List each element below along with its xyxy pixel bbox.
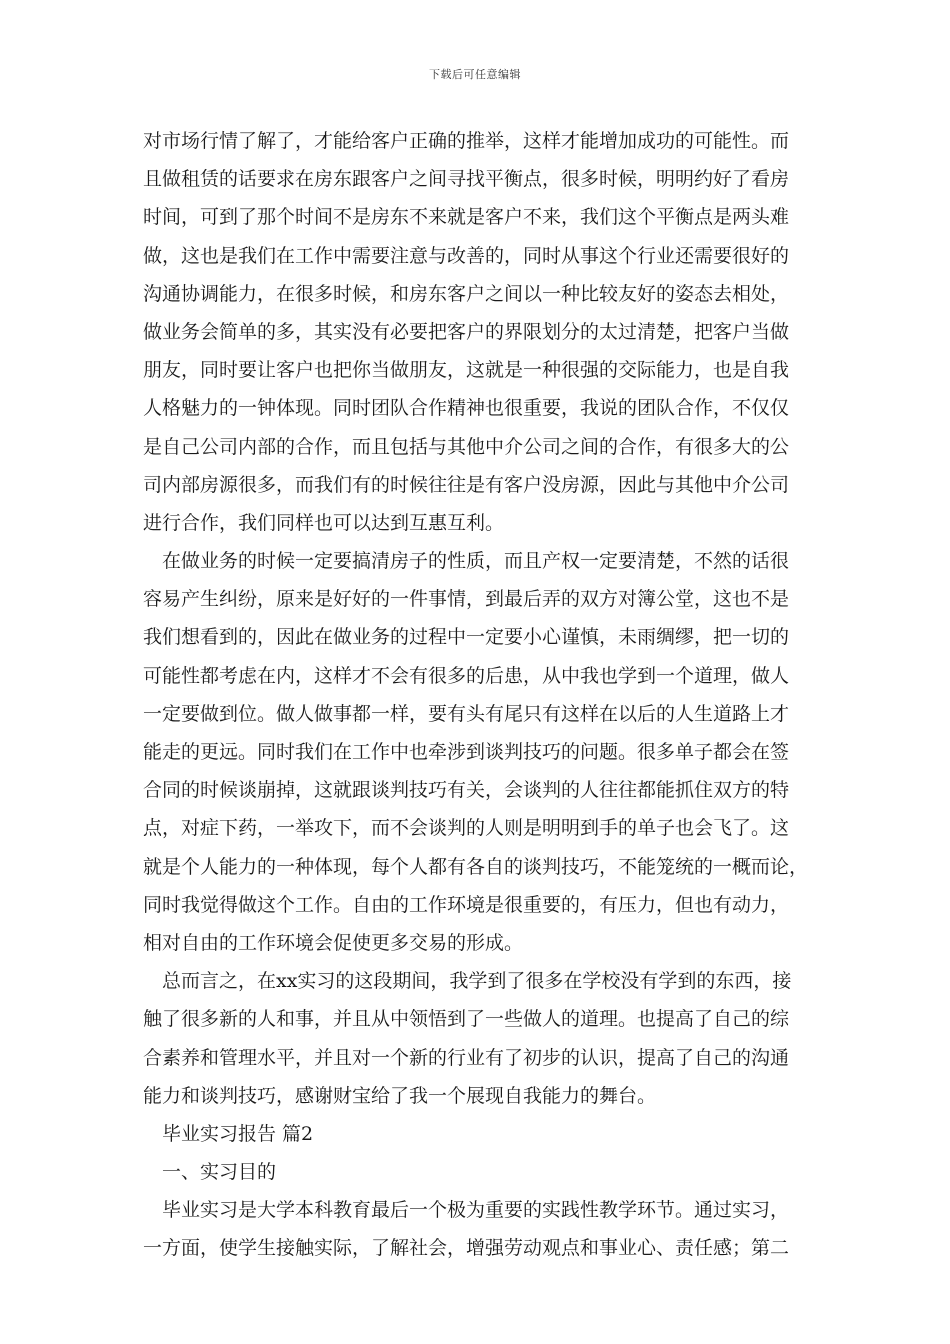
text-line: 一、实习目的 — [162, 1161, 277, 1184]
text-line: 触了很多新的人和事，并且从中领悟到了一些做人的道理。也提高了自己的综 — [143, 1008, 790, 1031]
text-line: 我们想看到的，因此在做业务的过程中一定要小心谨慎，未雨绸缪，把一切的 — [143, 626, 790, 649]
text-line: 沟通协调能力，在很多时候，和房东客户之间以一种比较友好的姿态去相处， — [143, 282, 790, 305]
text-line: 做业务会简单的多，其实没有必要把客户的界限划分的太过清楚，把客户当做 — [143, 320, 790, 343]
text-line: 一定要做到位。做人做事都一样，要有头有尾只有这样在以后的人生道路上才 — [143, 702, 790, 725]
document-body — [143, 122, 818, 1268]
text-line: 相对自由的工作环境会促使更多交易的形成。 — [143, 931, 524, 954]
header-note: 下载后可任意编辑 — [429, 68, 521, 81]
text-line: 容易产生纠纷，原来是好好的一件事情，到最后弄的双方对簿公堂，这也不是 — [143, 588, 790, 611]
text-line: 就是个人能力的一种体现，每个人都有各自的谈判技巧，不能笼统的一概而论， — [143, 855, 809, 878]
text-line: 时间，可到了那个时间不是房东不来就是客户不来，我们这个平衡点是两头难 — [143, 206, 790, 229]
text-line: 毕业实习报告 篇2 — [162, 1122, 314, 1145]
text-line: 点，对症下药，一举攻下，而不会谈判的人则是明明到手的单子也会飞了。这 — [143, 817, 790, 840]
text-line: 能走的更远。同时我们在工作中也牵涉到谈判技巧的问题。很多单子都会在签 — [143, 741, 790, 763]
text-line: 进行合作，我们同样也可以达到互惠互利。 — [143, 511, 505, 534]
text-line: 一方面，使学生接触实际，了解社会，增强劳动观点和事业心、责任感；第二 — [143, 1237, 790, 1260]
text-line: 在做业务的时候一定要搞清房子的性质，而且产权一定要清楚，不然的话很 — [162, 550, 790, 573]
text-line: 是自己公司内部的合作，而且包括与其他中介公司之间的合作，有很多大的公 — [143, 435, 790, 458]
text-line: 做，这也是我们在工作中需要注意与改善的，同时从事这个行业还需要很好的 — [143, 244, 790, 267]
text-line: 且做租赁的话要求在房东跟客户之间寻找平衡点，很多时候，明明约好了看房 — [143, 168, 790, 191]
text-line: 总而言之，在xx实习的这段期间，我学到了很多在学校没有学到的东西，接 — [162, 970, 792, 993]
text-line: 能力和谈判技巧，感谢财宝给了我一个展现自我能力的舞台。 — [143, 1084, 657, 1107]
text-line: 合同的时候谈崩掉，这就跟谈判技巧有关，会谈判的人往往都能抓住双方的特 — [143, 779, 790, 802]
text-line: 合素养和管理水平，并且对一个新的行业有了初步的认识，提高了自己的沟通 — [143, 1046, 790, 1069]
text-line: 可能性都考虑在内，这样才不会有很多的后患，从中我也学到一个道理，做人 — [143, 664, 790, 687]
text-line: 毕业实习是大学本科教育最后一个极为重要的实践性教学环节。通过实习， — [162, 1199, 790, 1222]
text-line: 同时我觉得做这个工作。自由的工作环境是很重要的，有压力，但也有动力， — [143, 893, 790, 916]
text-line: 对市场行情了解了，才能给客户正确的推举，这样才能增加成功的可能性。而 — [143, 130, 790, 152]
text-line: 司内部房源很多，而我们有的时候往往是有客户没房源，因此与其他中介公司 — [143, 473, 790, 496]
text-line: 朋友，同时要让客户也把你当做朋友，这就是一种很强的交际能力，也是自我 — [143, 359, 790, 382]
text-line: 人格魅力的一钟体现。同时团队合作精神也很重要，我说的团队合作，不仅仅 — [143, 397, 790, 420]
